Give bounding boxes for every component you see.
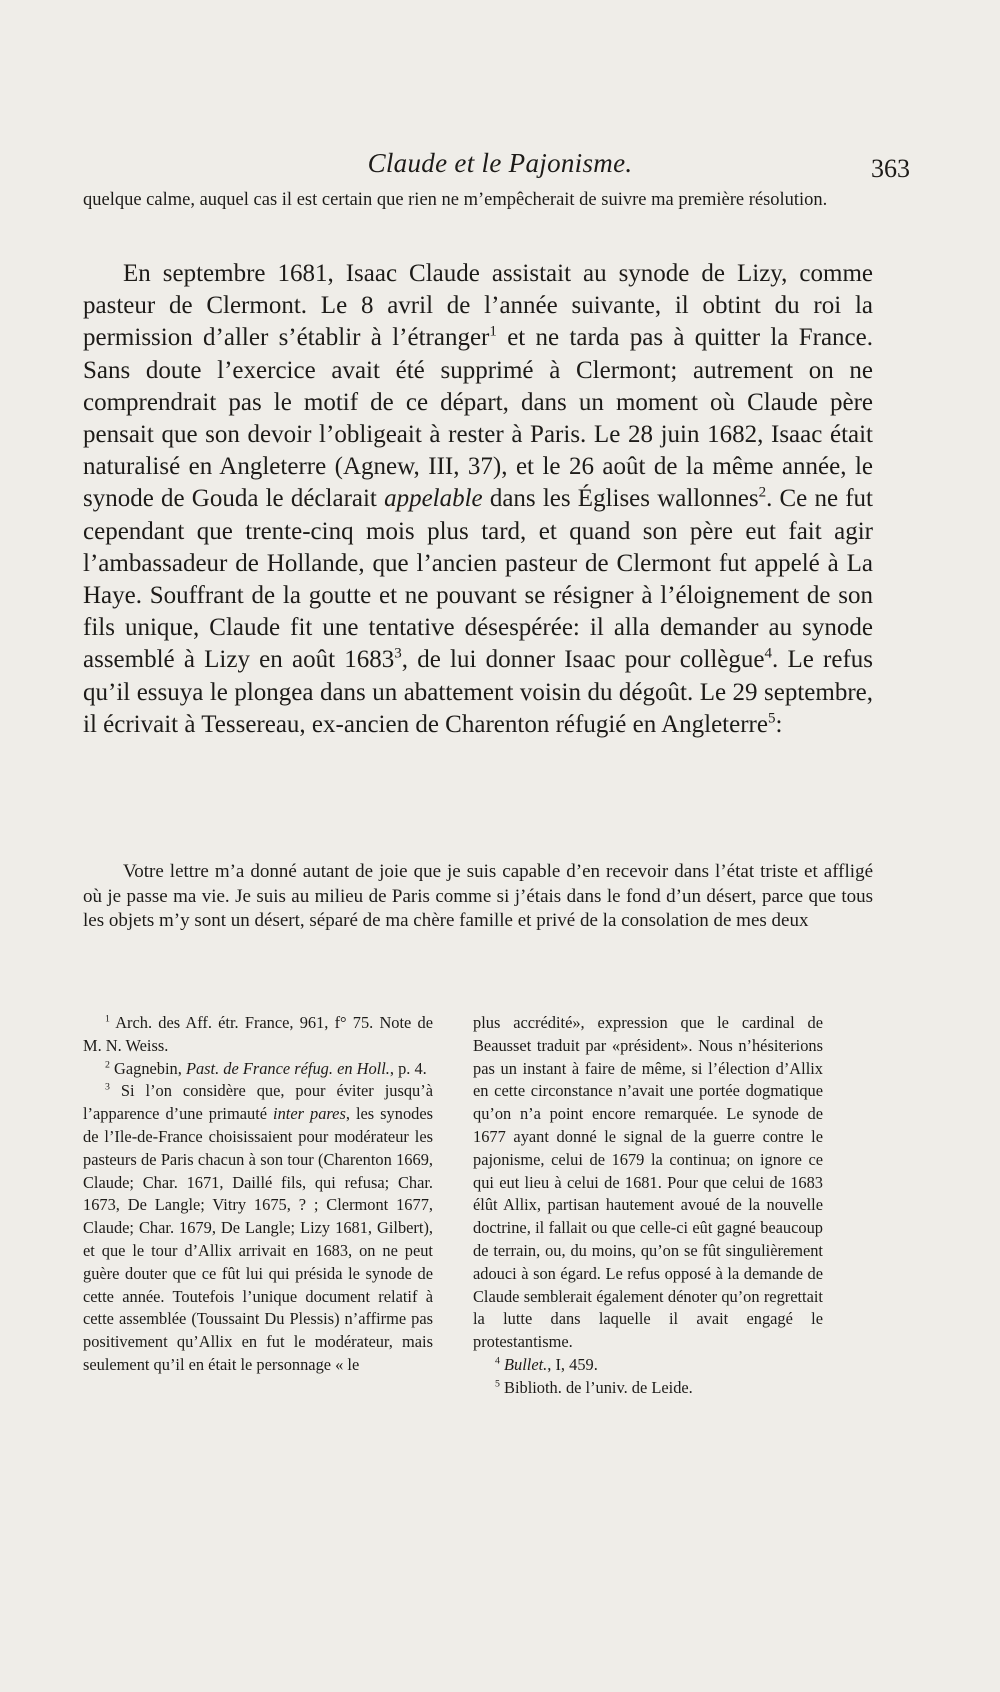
main-part-6: . Le refus qu’il essuya le plongea dans un abattement voisin du dégoût. Le 29 septembre, il écrivait à Tessereau, ex-ancien de Charenton réfugié en Angleterre <box>83 646 874 738</box>
main-text <box>83 258 873 741</box>
main-part-3: dans les Églises wallonnes <box>482 485 759 513</box>
footnote-ref-5: 5 <box>767 710 776 727</box>
running-title: Claude et le Pajonisme. <box>367 148 633 178</box>
footnote-3-text-b: , les synodes de l’Ile-de-France choisissaient pour modérateur les pasteurs de Paris chacun à son tour (Charenton 1669, Claude; Char. 1671, Daillé fils, qui refusa; Char. 1673, De Langle; Vitry 1675, ? ; Clermont 1677, Claude; Char. 1679, De Langle; Lizy 1681, Gilbert), et que le tour d’Allix arrivait en 1683, on ne peut guère douter que ce fût lui qui présida le synode de cette année. Toutefois l’unique document relatif à cette assemblée (Toussaint Du Plessis) n’affirme pas positivement qu’Allix en fut le modérateur, mais seulement qu’il en était le personnage « le <box>83 1104 433 1374</box>
footnote-3-continuation: plus accrédité», expression que le cardinal de Beausset traduit par «président». Nous n’hésiterions pas un instant à faire de même, si l’élection d’Allix en cette circonstance n’avait une portée dogmatique qu’on n’a point encore remarquée. Le synode de 1677 ayant donné le signal de la guerre contre le pajonisme, celui de 1679 la continua; on ignore ce qui eut lieu à celui de 1681. Pour que celui de 1683 élût Allix, partisan hautement avoué de la nouvelle doctrine, il fallait ou que celle-ci eût gagné beaucoup de terrain, ou, du moins, qu’on se fût singulièrement adouci à son égard. Le refus opposé à la demande de Claude semblerait également dénoter qu’on regrettait la lutte dans laquelle il avait engagé le protestantisme. <box>473 1013 823 1352</box>
main-italic-term: appelable <box>384 485 483 513</box>
continuation-text <box>83 190 873 211</box>
footnote-5-text: Biblioth. de l’univ. de Leide. <box>499 1377 693 1397</box>
footnote-1 <box>83 1012 433 1058</box>
footnote-4-mark: 4 <box>495 1355 500 1367</box>
footnote-4 <box>473 1354 823 1377</box>
footnote-ref-1: 1 <box>489 324 497 341</box>
footnote-ref-3: 3 <box>394 646 402 663</box>
footnote-1-text: Arch. des Aff. étr. France, 961, f° 75. Note de M. N. Weiss. <box>83 1013 433 1055</box>
main-part-7: : <box>775 710 783 738</box>
page-number: 363 <box>871 154 910 183</box>
footnote-5-mark: 5 <box>495 1378 500 1390</box>
quoted-letter <box>83 860 873 934</box>
footnote-3-mark: 3 <box>105 1081 110 1093</box>
footnotes-left-column <box>83 1012 433 1377</box>
main-part-5: , de lui donner Isaac pour collègue <box>401 646 765 674</box>
footnote-ref-4: 4 <box>764 646 772 663</box>
footnote-ref-2: 2 <box>758 485 767 502</box>
quoted-letter-text: Votre lettre m’a donné autant de joie que je suis capable d’en recevoir dans l’état triste et affligé où je passe ma vie. Je suis au milieu de Paris comme si j’étais dans le fond d’un désert, parce que tous les objets m’y sont un désert, séparé de ma chère famille et privé de la consolation de mes deux <box>83 861 873 931</box>
footnote-4-text: , I, 459. <box>547 1354 598 1374</box>
main-part-1: En septembre 1681, Isaac Claude assistait au synode de Lizy, comme pasteur de Clermont. Le 8 avril de l’année suivante, il obtint du roi la permission d’aller s’établir à l’étranger <box>83 260 873 352</box>
main-paragraph <box>83 258 873 741</box>
footnote-2-title: Past. de France réfug. en Holl. <box>185 1058 390 1078</box>
footnote-3-italic: inter pares <box>273 1104 346 1124</box>
footnote-1-mark: 1 <box>105 1013 110 1025</box>
footnote-2 <box>83 1058 433 1081</box>
footnote-4-title: Bullet. <box>504 1354 548 1374</box>
footnote-5 <box>473 1377 823 1400</box>
footnote-3-text-a: Si l’on considère que, pour éviter jusqu’à l’apparence d’une primauté <box>83 1081 433 1124</box>
footnote-3 <box>83 1080 433 1376</box>
footnotes-right-column <box>473 1012 823 1400</box>
main-part-4: . Ce ne fut cependant que trente-cinq mois plus tard, et quand son père eut fait agir l’ambassadeur de Hollande, que l’ancien pasteur de Clermont fut appelé à La Haye. Souffrant de la goutte et ne pouvant se résigner à l’éloignement de son fils unique, Claude fit une tentative désespérée: il alla demander au synode assemblé à Lizy en août 1683 <box>83 485 873 674</box>
footnote-2-mark: 2 <box>105 1059 110 1071</box>
main-part-2: et ne tarda pas à quitter la France. Sans doute l’exercice avait été supprimé à Clermont; autrement on ne comprendrait pas le motif de ce départ, dans un moment où Claude père pensait que son devoir l’obligeait à rester à Paris. Le 28 juin 1682, Isaac était naturalisé en Angleterre (Agnew, III, 37), et le 26 août de la même année, le synode de Gouda le déclarait <box>83 324 873 513</box>
footnote-2-text-b: , p. 4. <box>389 1058 427 1078</box>
continuation-paragraph: quelque calme, auquel cas il est certain que rien ne m’empêcherait de suivre ma première résolution. <box>83 190 828 210</box>
footnote-2-text-a: Gagnebin, <box>109 1058 186 1078</box>
